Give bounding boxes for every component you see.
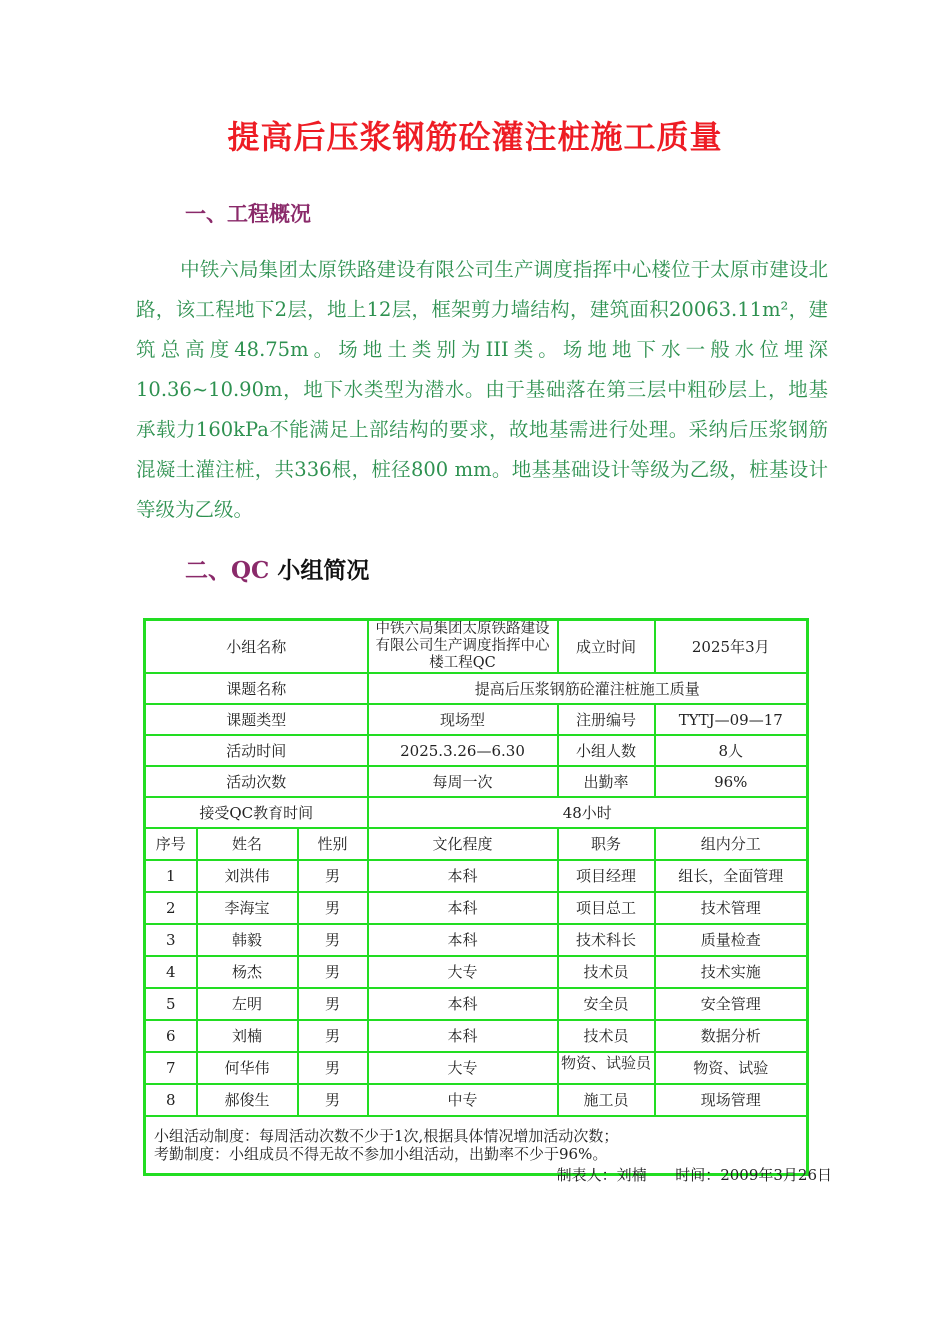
table-row	[145, 766, 808, 797]
member-gender: 男	[298, 1020, 368, 1052]
topic-label: 课题名称	[145, 673, 368, 704]
member-education: 大专	[368, 1052, 558, 1084]
member-row	[145, 1084, 808, 1116]
founded-label: 成立时间	[558, 620, 655, 674]
member-row	[145, 860, 808, 892]
member-row	[145, 988, 808, 1020]
member-gender: 男	[298, 892, 368, 924]
topic-value: 提高后压浆钢筋砼灌注桩施工质量	[368, 673, 808, 704]
member-education: 本科	[368, 988, 558, 1020]
group-name-label: 小组名称	[145, 620, 368, 674]
member-education: 本科	[368, 924, 558, 956]
overview-text: 中铁六局集团太原铁路建设有限公司生产调度指挥中心楼位于太原市建设北路，该工程地下2层，地上12层，框架剪力墙结构，建筑面积20063.11m²，建筑总高度48.75m。场地土类别为III类。场地地下水一般水位埋深10.36~10.90m，地下水类型为潜水。由于基础落在第三层中粗砂层上，地基承载力160kPa不能满足上部结构的要求，故地基需进行处理。采纳后压浆钢筋混凝土灌注桩，共336根，桩径800 mm。地基基础设计等级为乙级，桩基设计等级为乙级。	[136, 258, 828, 521]
edu-value: 48小时	[368, 797, 808, 828]
member-name: 左明	[197, 988, 298, 1020]
header-role: 组内分工	[655, 828, 808, 860]
member-position: 项目总工	[558, 892, 655, 924]
table-maker: 制表人：刘楠	[556, 1166, 647, 1184]
member-role: 技术管理	[655, 892, 808, 924]
member-education: 本科	[368, 860, 558, 892]
attendance-label: 出勤率	[558, 766, 655, 797]
table-row	[145, 704, 808, 735]
member-role: 现场管理	[655, 1084, 808, 1116]
freq-label: 活动次数	[145, 766, 368, 797]
member-gender: 男	[298, 956, 368, 988]
member-role: 技术实施	[655, 956, 808, 988]
member-index: 8	[145, 1084, 197, 1116]
member-position: 项目经理	[558, 860, 655, 892]
member-name: 刘洪伟	[197, 860, 298, 892]
table-date: 时间：2009年3月26日	[675, 1166, 832, 1184]
member-gender: 男	[298, 860, 368, 892]
member-gender: 男	[298, 988, 368, 1020]
member-name: 郝俊生	[197, 1084, 298, 1116]
member-position-cell	[558, 1052, 655, 1084]
member-row	[145, 1052, 808, 1084]
founded-value: 2025年3月	[655, 620, 808, 674]
member-position: 安全员	[558, 988, 655, 1020]
table-footer	[557, 1164, 832, 1185]
member-role: 数据分析	[655, 1020, 808, 1052]
member-header-row	[145, 828, 808, 860]
member-name: 韩毅	[197, 924, 298, 956]
activity-rule-note: 小组活动制度：每周活动次数不少于1次,根据具体情况增加活动次数；	[154, 1126, 619, 1145]
reg-label: 注册编号	[558, 704, 655, 735]
member-role: 质量检查	[655, 924, 808, 956]
section-heading-qc-num: 二、QC	[185, 557, 270, 584]
members-value: 8人	[655, 735, 808, 766]
member-index: 6	[145, 1020, 197, 1052]
member-row	[145, 1020, 808, 1052]
header-name: 姓名	[197, 828, 298, 860]
period-label: 活动时间	[145, 735, 368, 766]
header-position: 职务	[558, 828, 655, 860]
reg-value: TYTJ—09—17	[655, 704, 808, 735]
member-role: 组长，全面管理	[655, 860, 808, 892]
header-gender: 性别	[298, 828, 368, 860]
freq-value: 每周一次	[368, 766, 558, 797]
member-position: 技术科长	[558, 924, 655, 956]
attendance-value: 96%	[655, 766, 808, 797]
member-index: 5	[145, 988, 197, 1020]
member-index: 3	[145, 924, 197, 956]
member-position: 技术员	[558, 956, 655, 988]
member-gender: 男	[298, 924, 368, 956]
member-gender: 男	[298, 1052, 368, 1084]
period-value: 2025.3.26—6.30	[368, 735, 558, 766]
member-name: 何华伟	[197, 1052, 298, 1084]
member-index: 1	[145, 860, 197, 892]
member-position: 施工员	[558, 1084, 655, 1116]
attendance-rule-note: 考勤制度：小组成员不得无故不参加小组活动，出勤率不少于96%。	[154, 1144, 608, 1163]
type-label: 课题类型	[145, 704, 368, 735]
member-index: 2	[145, 892, 197, 924]
table-row	[145, 797, 808, 828]
member-education: 本科	[368, 1020, 558, 1052]
member-gender: 男	[298, 1084, 368, 1116]
member-index: 7	[145, 1052, 197, 1084]
member-index: 4	[145, 956, 197, 988]
member-name: 杨杰	[197, 956, 298, 988]
header-education: 文化程度	[368, 828, 558, 860]
member-position: 技术员	[558, 1020, 655, 1052]
group-name-value: 中铁六局集团太原铁路建设有限公司生产调度指挥中心楼工程QC	[368, 620, 558, 674]
section-heading-qc	[185, 552, 369, 585]
member-education: 本科	[368, 892, 558, 924]
member-name: 李海宝	[197, 892, 298, 924]
table-row	[145, 620, 808, 674]
member-position: 物资、试验员	[560, 1055, 651, 1072]
member-role: 安全管理	[655, 988, 808, 1020]
member-row	[145, 924, 808, 956]
type-value: 现场型	[368, 704, 558, 735]
section-heading-qc-rest: 小组简况	[269, 557, 370, 584]
table-row	[145, 735, 808, 766]
qc-group-table	[143, 618, 809, 1176]
member-education: 大专	[368, 956, 558, 988]
member-education: 中专	[368, 1084, 558, 1116]
member-name: 刘楠	[197, 1020, 298, 1052]
member-row	[145, 956, 808, 988]
member-row	[145, 892, 808, 924]
section-heading-overview: 一、工程概况	[185, 201, 311, 226]
table-row	[145, 673, 808, 704]
member-role: 物资、试验	[655, 1052, 808, 1084]
edu-label: 接受QC教育时间	[145, 797, 368, 828]
document-title: 提高后压浆钢筋砼灌注桩施工质量	[227, 118, 723, 156]
header-index: 序号	[145, 828, 197, 860]
overview-paragraph	[136, 250, 828, 530]
members-label: 小组人数	[558, 735, 655, 766]
footer-gap	[647, 1166, 676, 1184]
